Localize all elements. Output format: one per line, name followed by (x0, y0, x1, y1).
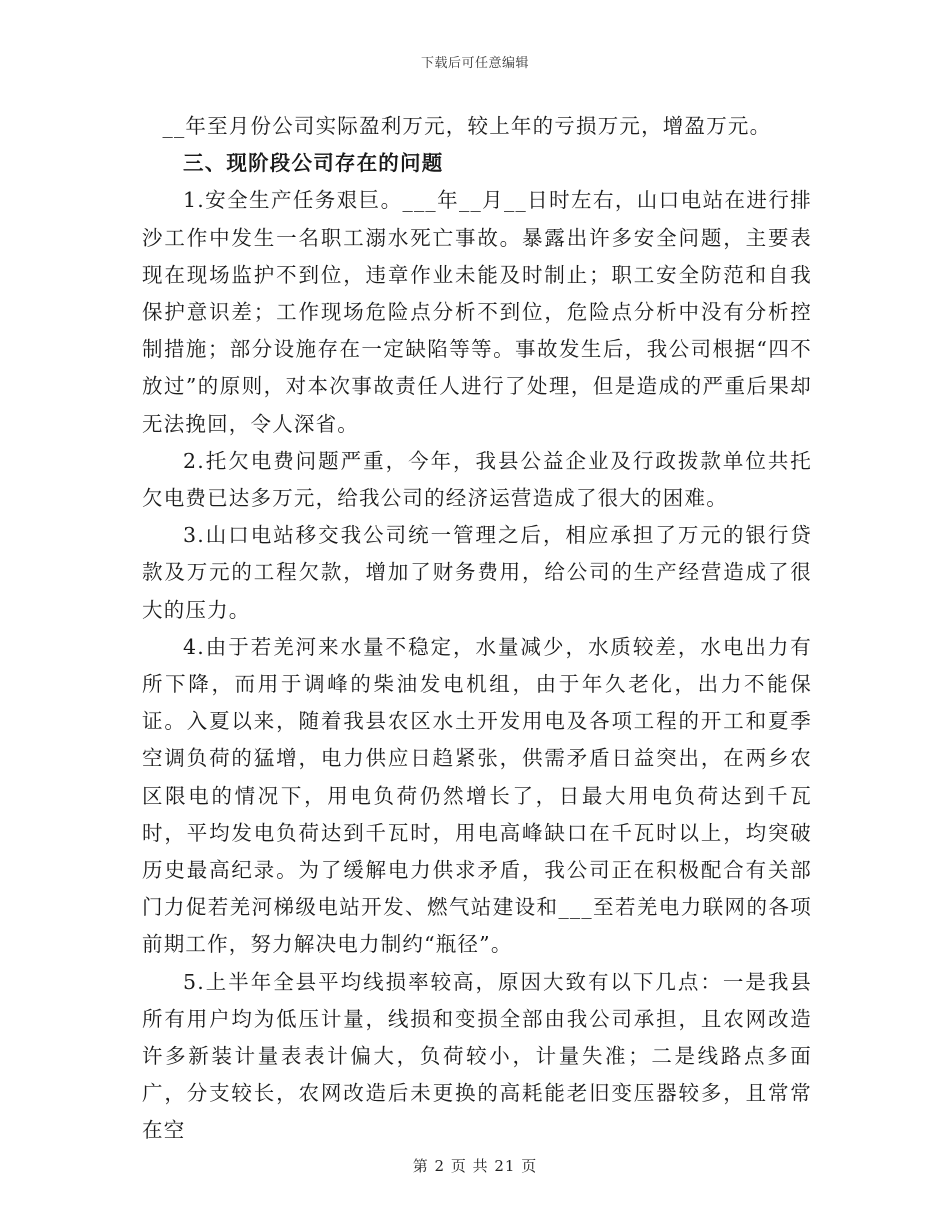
paragraph-1: 1.安全生产任务艰巨。___年__月__日时左右，山口电站在进行排沙工作中发生一名职工溺水死亡事故。暴露出许多安全问题，主要表现在现场监护不到位，违章作业未能及时制止；职工安全防范和自我保护意识差；工作现场危险点分析不到位，危险点分析中没有分析控制措施；部分设施存在一定缺陷等等。事故发生后，我公司根据“四不放过”的原则，对本次事故责任人进行了处理，但是造成的严重后果却无法挽回，令人深省。 (142, 188, 812, 436)
paragraph-5: 5.上半年全县平均线损率较高，原因大致有以下几点：一是我县所有用户均为低压计量，线损和变损全部由我公司承担，且农网改造许多新装计量表表计偏大，负荷较小，计量失准；二是线路点多面广，分支较长，农网改造后未更换的高耗能老旧变压器较多，且常常在空 (142, 969, 812, 1143)
page-header-note: 下载后可任意编辑 (420, 56, 529, 71)
section-title: 三、现阶段公司存在的问题 (183, 151, 444, 176)
page-number: 第 2 页 共 21 页 (412, 1157, 538, 1175)
intro-line: __年至月份公司实际盈利万元，较上年的亏损万元，增盈万元。 (162, 114, 772, 138)
paragraph-4: 4.由于若羌河来水量不稳定，水量减少，水质较差，水电出力有所下降，而用于调峰的柴油发电机组，由于年久老化，出力不能保证。入夏以来，随着我县农区水土开发用电及各项工程的开工和夏季空调负荷的猛增，电力供应日趋紧张，供需矛盾日益突出，在两乡农区限电的情况下，用电负荷仍然增长了，日最大用电负荷达到千瓦时，平均发电负荷达到千瓦时，用电高峰缺口在千瓦时以上，均突破历史最高纪录。为了缓解电力供求矛盾，我公司正在积极配合有关部门力促若羌河梯级电站开发、燃气站建设和___至若羌电力联网的各项前期工作，努力解决电力制约“瓶径”。 (142, 634, 812, 957)
paragraph-2: 2.托欠电费问题严重，今年，我县公益企业及行政拨款单位共托欠电费已达多万元，给我公司的经济运营造成了很大的困难。 (142, 448, 812, 511)
document-body (142, 108, 812, 1150)
paragraph-3: 3.山口电站移交我公司统一管理之后，相应承担了万元的银行贷款及万元的工程欠款，增加了财务费用，给公司的生产经营造成了很大的压力。 (142, 523, 812, 622)
